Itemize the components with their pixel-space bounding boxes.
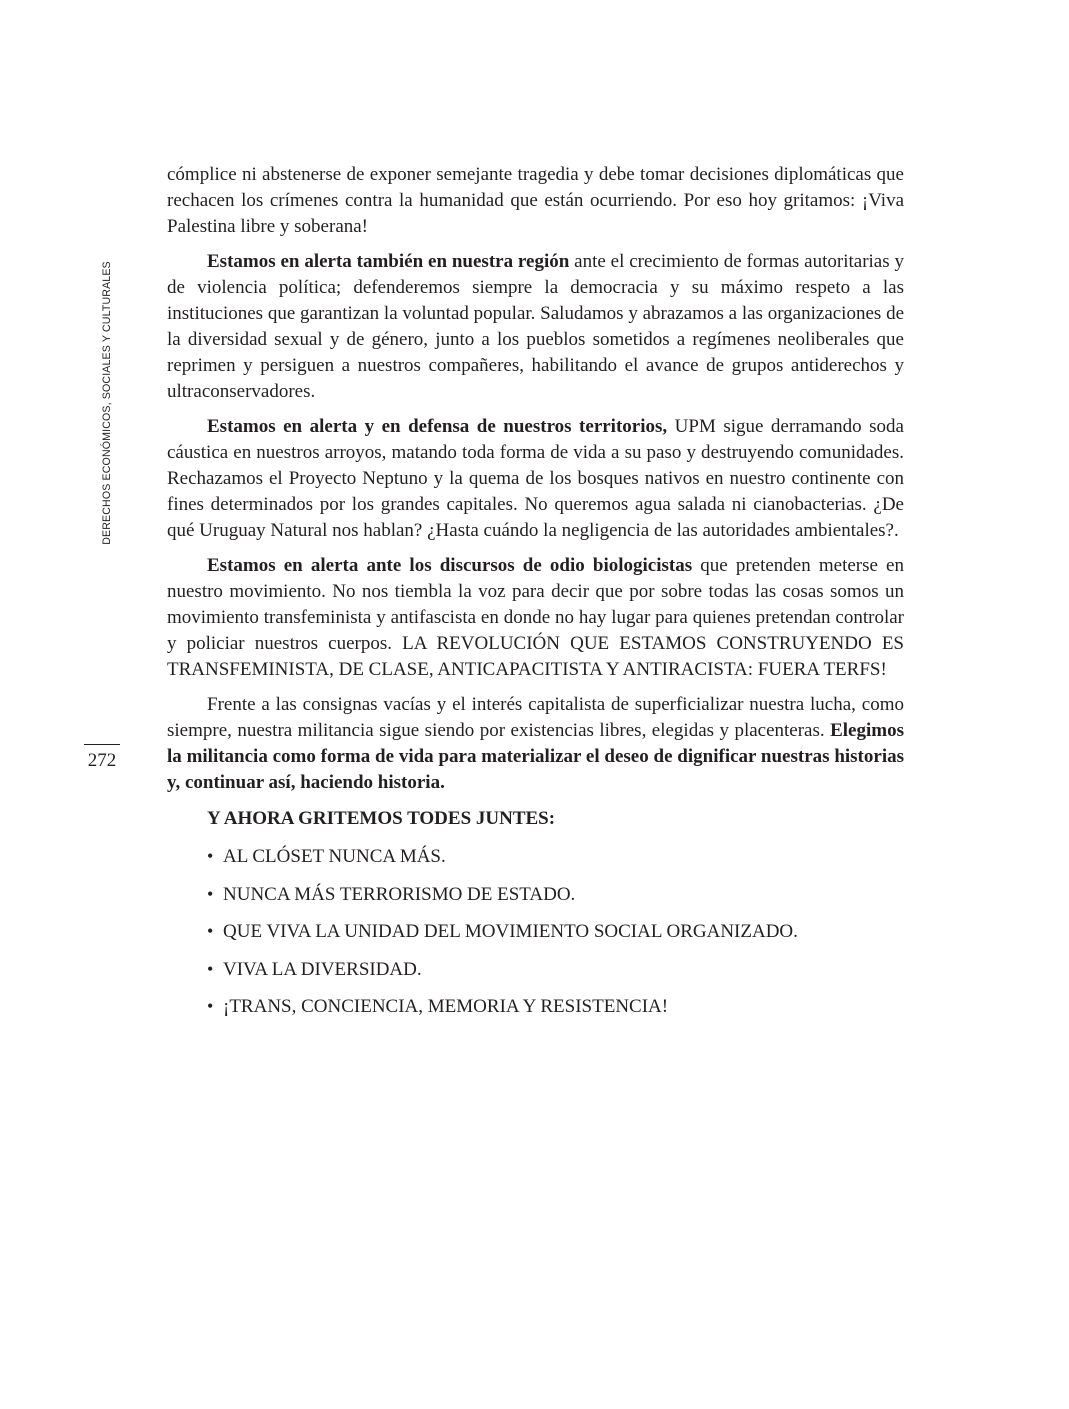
chant-text: QUE VIVA LA UNIDAD DEL MOVIMIENTO SOCIAL ORGANIZADO. (223, 921, 798, 942)
chant-heading (167, 806, 904, 832)
paragraph-1: cómplice ni abstenerse de exponer semejante tragedia y debe tomar decisiones diplomáticas que rechacen los crímenes contra la humanidad que están ocurriendo. Por eso hoy gritamos: ¡Viva Palestina libre y soberana! (167, 164, 904, 237)
paragraph-2 (167, 249, 904, 405)
page-number-rule (84, 744, 120, 745)
chant-text: AL CLÓSET NUNCA MÁS. (223, 846, 446, 867)
bullet-icon: • (207, 883, 214, 904)
paragraph-5-text: Frente a las consignas vacías y el interés capitalista de superficializar nuestra lucha, como siempre, nuestra militancia sigue siendo por existencias libres, elegidas y placenteras. (167, 694, 904, 741)
paragraph-3-lead: Estamos en alerta y en defensa de nuestros territorios, (207, 416, 668, 437)
chant-heading-text: Y AHORA GRITEMOS TODES JUNTES: (207, 808, 556, 829)
paragraph-2-text: ante el crecimiento de formas autoritarias y de violencia política; defenderemos siempre la democracia y su máximo respeto a las instituciones que garantizan la voluntad popular. Saludamos y abrazamos a las organizaciones de la diversidad sexual y de género, junto a los pueblos sometidos a regímenes neoliberales que reprimen y persiguen a nuestros compañeres, habilitando el avance de grupos antiderechos y ultraconservadores. (167, 251, 904, 402)
paragraph-4-text: que pretenden meterse en nuestro movimiento. No nos tiembla la voz para decir que por sobre todas las cosas somos un movimiento transfeminista y antifascista en donde no hay lugar para quienes pretendan controlar y policiar nuestros cuerpos. LA REVOLUCIÓN QUE ESTAMOS CONSTRUYENDO ES TRANSFEMINISTA, DE CLASE, ANTICAPACITISTA Y ANTIRACISTA: FUERA TERFS! (167, 555, 904, 680)
page-number: 272 (87, 750, 117, 771)
body-text (167, 162, 904, 1031)
paragraph-5 (167, 692, 904, 796)
bullet-icon: • (207, 846, 214, 866)
paragraph-4-lead: Estamos en alerta ante los discursos de odio biologicistas (207, 555, 693, 576)
list-item (207, 918, 904, 956)
paragraph-3-text: UPM sigue derramando soda cáustica en nuestros arroyos, matando toda forma de vida a su paso y destruyendo comunidades. Rechazamos el Proyecto Neptuno y la quema de los bosques nativos en nuestro continente con fines determinados por los grandes capitales. No queremos agua salada ni cianobacterias. ¿De qué Uruguay Natural nos hablan? ¿Hasta cuándo la negligencia de las autoridades ambientales?. (167, 416, 904, 541)
chant-list (167, 843, 904, 1031)
running-header: DERECHOS ECONÓMICOS, SOCIALES Y CULTURALES (101, 261, 113, 545)
paragraph-4 (167, 553, 904, 683)
chant-text: ¡TRANS, CONCIENCIA, MEMORIA Y RESISTENCIA! (223, 996, 669, 1017)
bullet-icon: • (207, 996, 214, 1016)
bullet-icon: • (207, 921, 214, 941)
paragraph-5-bold: Elegimos la militancia como forma de vida para materializar el deseo de dignificar nuestras historias y, continuar así, haciendo historia. (167, 720, 904, 793)
list-item (207, 956, 904, 994)
chant-text: VIVA LA DIVERSIDAD. (223, 958, 422, 980)
paragraph-3 (167, 414, 904, 544)
list-item (207, 993, 904, 1031)
chant-text: NUNCA MÁS TERRORISMO DE ESTADO. (223, 883, 576, 905)
list-item (207, 843, 904, 881)
list-item (207, 881, 904, 919)
bullet-icon: • (207, 958, 214, 979)
paragraph-2-lead: Estamos en alerta también en nuestra región (207, 251, 570, 272)
